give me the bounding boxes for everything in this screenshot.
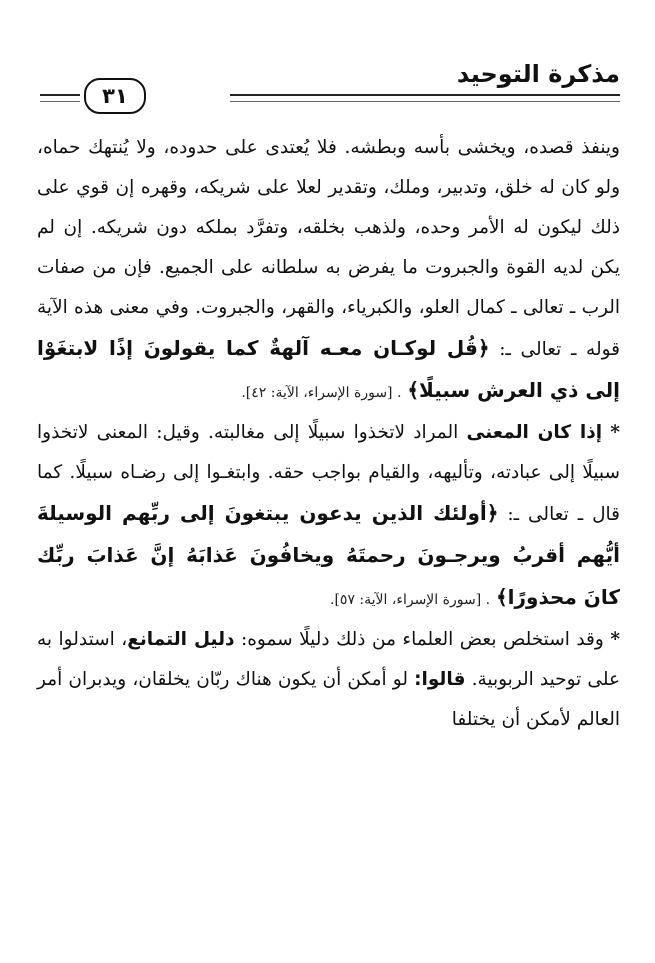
header-rule-right [230, 94, 620, 102]
term-name: دليل التمانع [127, 629, 235, 650]
paragraph-text: ، استدلوا به على توحيد الربوبية. [37, 629, 620, 690]
book-title: مذكرة التوحيد [456, 60, 620, 88]
bullet-mark: * [610, 422, 620, 443]
paragraph-text: وينفذ قصده، ويخشى بأسه وبطشه. فلا يُعتدى على حدوده، ولا يُنتهك حماه، ولو كان له خلق، وتدبير، وملك، وتقدير لعلا على شريكه، وقهره إن قوي على ذلك ليكون له الأمر وحده، ولذهب بخلقه، وتفرَّد بملكه دون شريكه. إن لم يكن لديه القوة والجبروت ما يفرض به سلطانه على الجميع. فإن من صفات الرب ـ تعالى ـ كمال العلو، والكبرياء، والقهر، والجبروت. وفي معنى هذه الآية قوله ـ تعالى ـ: [37, 137, 621, 360]
paragraph-text: المراد لاتخذوا سبيلًا إلى مغالبته. وقيل: المعنى لاتخذوا سبيلًا إلى عبادته، وتأليهه، والقيام بواجب حقه. وابتغـوا إلى رضـاه سبيلًا. كما قال ـ تعالى ـ: [37, 422, 620, 525]
page-number: ٣١ [84, 78, 146, 114]
bullet-mark: * [610, 629, 620, 650]
page-header [40, 60, 620, 110]
quran-verse: ﴿أولئك الذين يدعون يبتغونَ إلى ربِّهم الوسيلةَ أيُّهم أقربُ ويرجـونَ رحمتَهُ ويخافُونَ عَذابَهُ إنَّ عَذابَ ربِّك كانَ محذورًا﴾ [37, 501, 620, 609]
paragraph [37, 620, 620, 740]
header-rule-left [40, 94, 80, 102]
lead-phrase: إذا كان المعنى [466, 422, 603, 443]
paragraph [37, 413, 620, 620]
paragraph [37, 128, 620, 413]
page-body [37, 128, 620, 740]
lead-phrase: قالوا: [414, 669, 466, 690]
verse-reference: . [سورة الإسراء، الآية: ٥٧]. [330, 592, 491, 608]
paragraph-text: وقد استخلص بعض العلماء من ذلك دليلًا سموه: [240, 629, 604, 650]
paragraph-text: لو أمكن أن يكون هناك ربّان يخلقان، ويدبران أمر العالم لأمكن أن يختلفا [37, 669, 620, 730]
quran-verse: ﴿قُل لوكـان معـه آلهةٌ كما يقولونَ إذًا لابتغَوْا إلى ذي العرش سبيلًا﴾ [37, 336, 620, 402]
verse-reference: . [سورة الإسراء، الآية: ٤٢]. [241, 385, 402, 401]
